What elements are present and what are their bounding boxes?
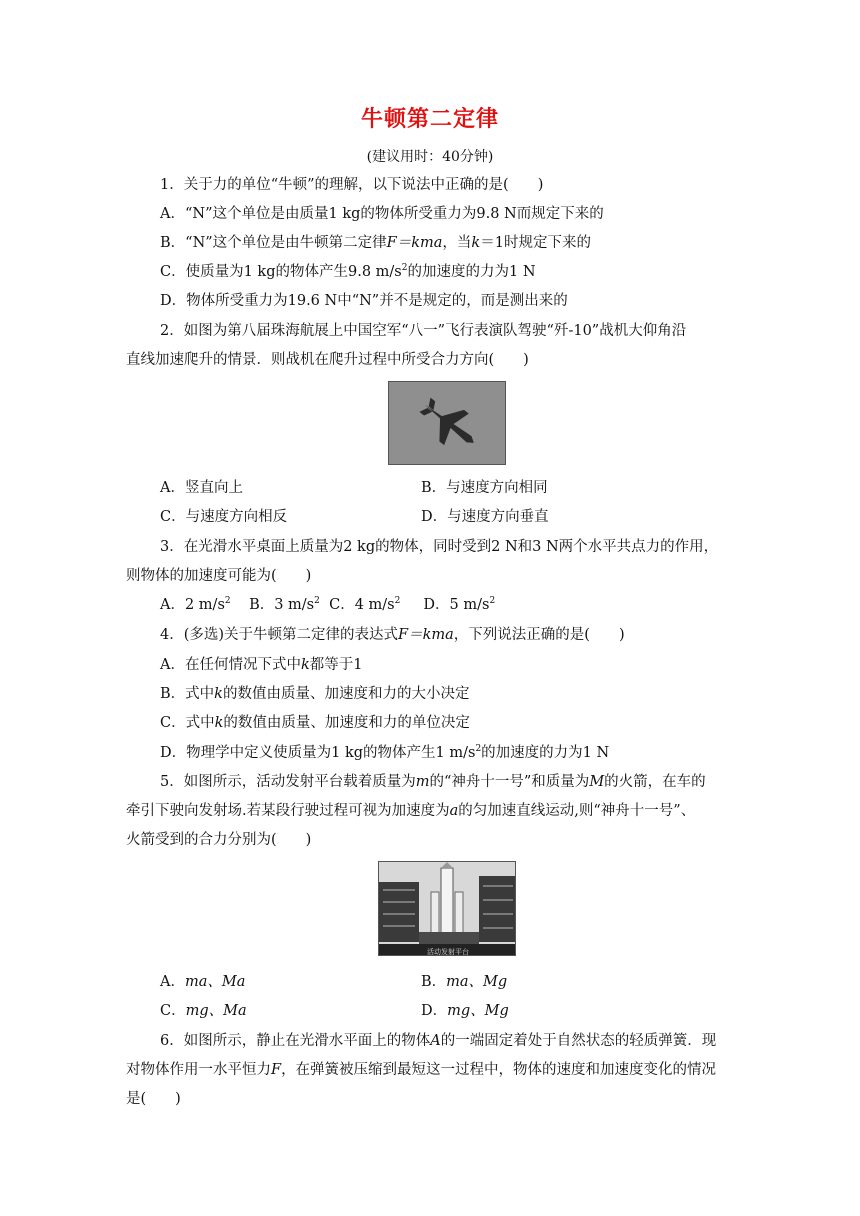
q1-stem: 1．关于力的单位“牛顿”的理解，以下说法中正确的是( ) (160, 177, 544, 193)
q6-stem-line3: 是( ) (126, 1091, 181, 1107)
q5-stem-line3: 火箭受到的合力分别为( ) (126, 832, 312, 848)
q2-option-d: D．与速度方向垂直 (421, 509, 549, 525)
time-suggestion: (建议用时：40分钟) (366, 149, 494, 165)
page-title: 牛顿第二定律 (360, 107, 499, 132)
q5-option-d: D．mg、Mg (421, 1003, 509, 1019)
q4-option-a: A．在任何情况下式中k都等于1 (160, 657, 363, 673)
rocket-caption: 活动发射平台 (427, 948, 469, 956)
q6-stem-line1: 6．如图所示，静止在光滑水平面上的物体A的一端固定着处于自然状态的轻质弹簧．现 (160, 1033, 717, 1049)
fighter-jet-icon (389, 382, 506, 465)
q2-option-a: A．竖直向上 (160, 480, 243, 496)
q3-stem-line2: 则物体的加速度可能为( ) (126, 568, 312, 584)
q5-option-c: C．mg、Ma (160, 1003, 247, 1019)
rocket-launch-platform-photo (378, 861, 516, 956)
q2-stem-line1: 2．如图为第八届珠海航展上中国空军“八一”飞行表演队驾驶“歼-10”战机大仰角沿 (160, 323, 687, 339)
q5-option-a: A．ma、Ma (160, 974, 246, 990)
q4-stem: 4．(多选)关于牛顿第二定律的表达式F＝kma，下列说法正确的是( ) (160, 627, 625, 643)
q4-option-c: C．式中k的数值由质量、加速度和力的单位决定 (160, 715, 470, 731)
q4-option-d: D．物理学中定义使质量为1 kg的物体产生1 $m/s^2$的加速度的力为1 N (160, 744, 610, 761)
q5-stem-line1: 5．如图所示，活动发射平台载着质量为m的“神舟十一号”和质量为M的火箭，在车的 (160, 774, 706, 790)
q1-option-a: A．“N”这个单位是由质量1 kg的物体所受重力为9.8 N而规定下来的 (160, 206, 604, 222)
q6-stem-line2: 对物体作用一水平恒力F，在弹簧被压缩到最短这一过程中，物体的速度和加速度变化的情况 (126, 1062, 717, 1078)
q5-stem-line2: 牵引下驶向发射场.若某段行驶过程可视为加速度为a的匀加速直线运动,则“神舟十一号”、 (126, 803, 696, 819)
q2-option-c: C．与速度方向相反 (160, 509, 288, 525)
q1-option-c: C．使质量为1 kg的物体产生9.8 $m/s^2$的加速度的力为1 N (160, 263, 536, 280)
q3-options: A．2 $m/s^2$ B．3 $m/s^2$ C．4 $m/s^2$ D．5 $m/s^2$ (160, 596, 496, 613)
fighter-jet-photo (388, 381, 506, 465)
q1-option-d: D．物体所受重力为19.6 N中“N”并不是规定的，而是测出来的 (160, 293, 568, 309)
rocket-tower-icon (379, 862, 516, 956)
q2-stem-line2: 直线加速爬升的情景．则战机在爬升过程中所受合力方向( ) (126, 352, 529, 368)
q1-option-b: B．“N”这个单位是由牛顿第二定律F＝kma，当k＝1时规定下来的 (160, 235, 591, 251)
q2-option-b: B．与速度方向相同 (421, 480, 548, 496)
q3-stem-line1: 3．在光滑水平桌面上质量为2 kg的物体，同时受到2 N和3 N两个水平共点力的作用， (160, 539, 719, 555)
q5-option-b: B．ma、Mg (421, 974, 508, 990)
q4-option-b: B．式中k的数值由质量、加速度和力的大小决定 (160, 686, 470, 702)
